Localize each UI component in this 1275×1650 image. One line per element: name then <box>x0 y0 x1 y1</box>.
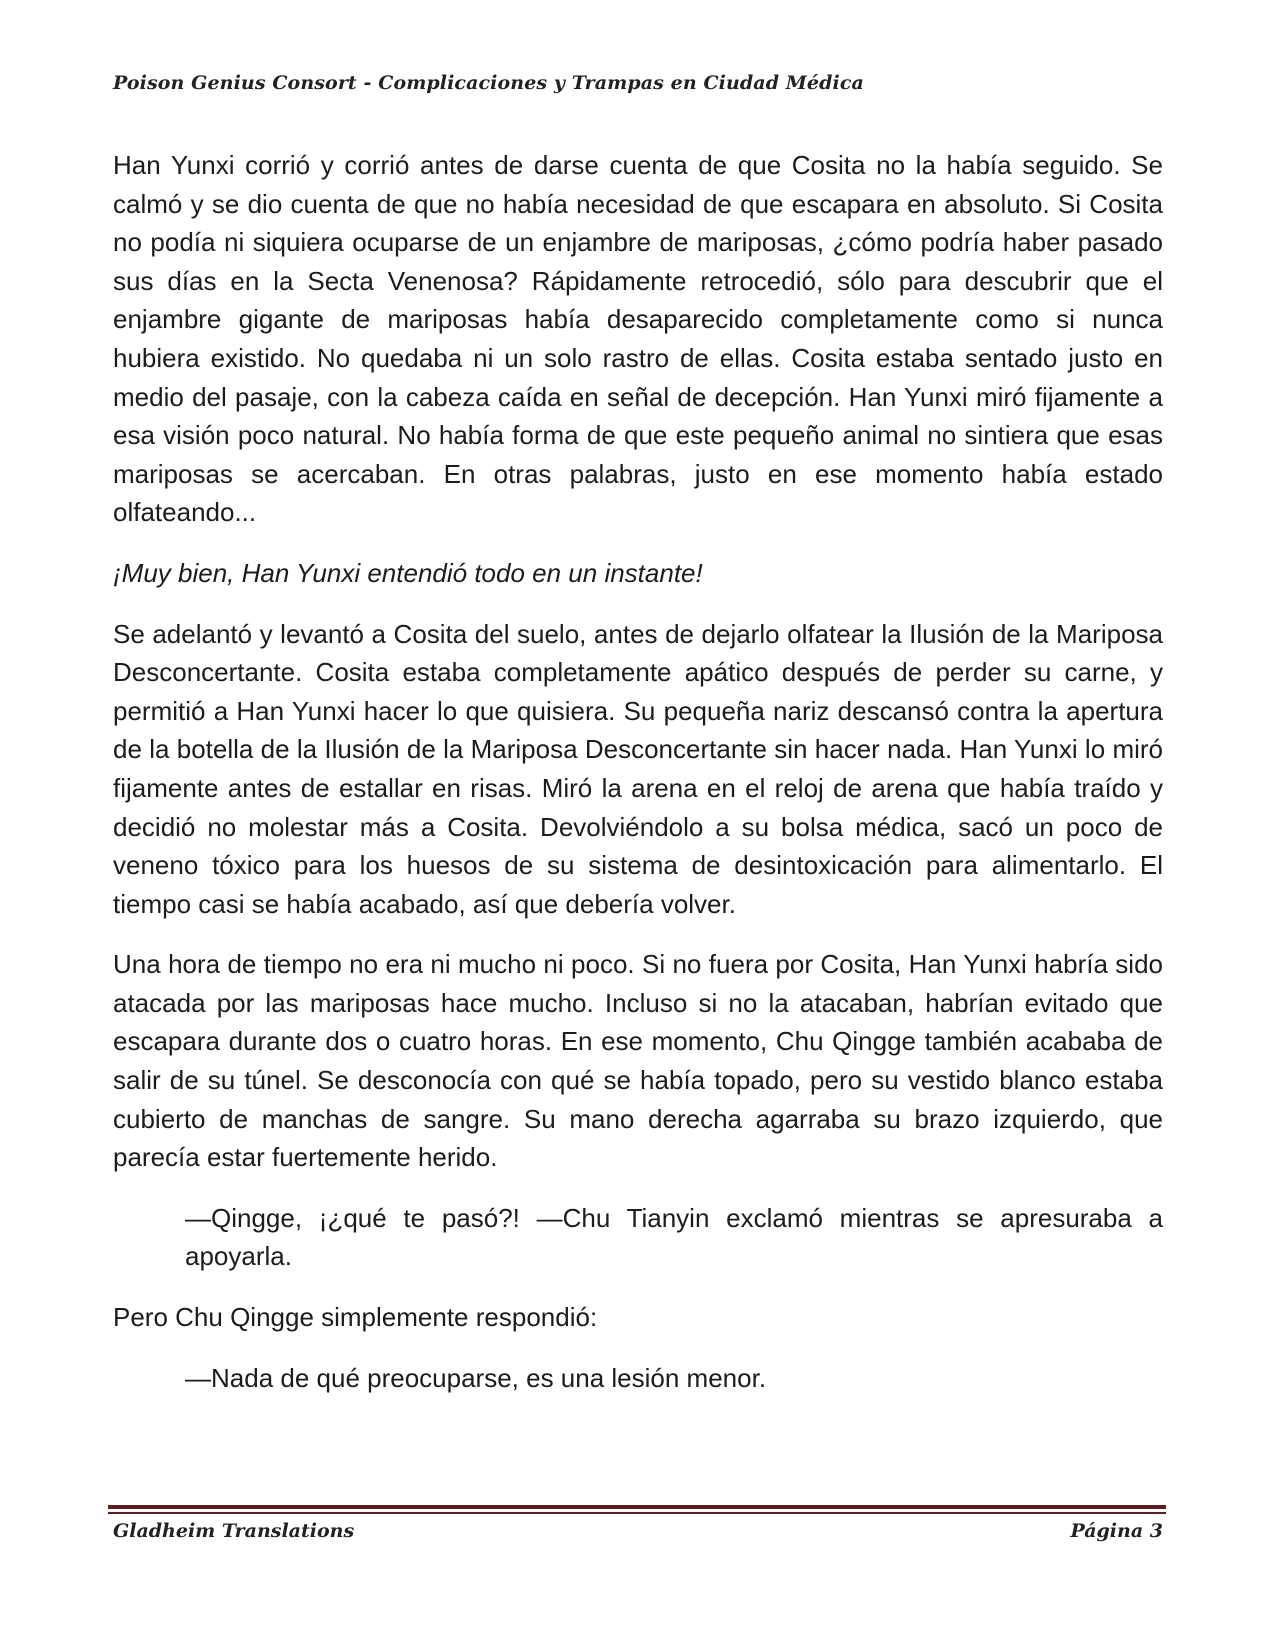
paragraph-2-italic: ¡Muy bien, Han Yunxi entendió todo en un instante! <box>113 557 703 588</box>
paragraph-1: Han Yunxi corrió y corrió antes de darse cuenta de que Cosita no la había seguido. Se calmó y se dio cuenta de que no había necesidad de que escapara en absoluto. Si Cosita no podía ni siquiera ocuparse de un enjambre de mariposas, ¿cómo podría haber pasado sus días en la Secta Venenosa? Rápidamente retrocedió, sólo para descubrir que el enjambre gigante de mariposas había desaparecido completamente como si nunca hubiera existido. No quedaba ni un solo rastro de ellas. Cosita estaba sentado justo en medio del pasaje, con la cabeza caída en señal de decepción. Han Yunxi miró fijamente a esa visión poco natural. No había forma de que este pequeño animal no sintiera que esas mariposas se acercaban. En otras palabras, justo en ese momento había estado olfateando... <box>113 150 1163 528</box>
document-body <box>113 146 1163 1419</box>
page-header-title: Poison Genius Consort - Complicaciones y Trampas en Ciudad Médica <box>113 72 864 94</box>
paragraph-4: Una hora de tiempo no era ni mucho ni poco. Si no fuera por Cosita, Han Yunxi habría sido atacada por las mariposas hace mucho. Incluso si no la atacaban, habrían evitado que escapara durante dos o cuatro horas. En ese momento, Chu Qingge también acababa de salir de su túnel. Se desconocía con qué se había topado, pero su vestido blanco estaba cubierto de manchas de sangre. Su mano derecha agarraba su brazo izquierdo, que parecía estar fuertemente herido. <box>113 949 1163 1173</box>
dialogue-line-2: —Nada de qué preocuparse, es una lesión menor. <box>185 1362 767 1393</box>
paragraph-6: Pero Chu Qingge simplemente respondió: <box>113 1302 598 1333</box>
footer-page-number: Página 3 <box>1070 1520 1163 1542</box>
footer-divider-thin <box>108 1512 1166 1514</box>
footer-divider-thick <box>108 1505 1166 1509</box>
paragraph-3: Se adelantó y levantó a Cosita del suelo, antes de dejarlo olfatear la Ilusión de la Mariposa Desconcertante. Cosita estaba completamente apático después de perder su carne, y permitió a Han Yunxi hacer lo que quisiera. Su pequeña nariz descansó contra la apertura de la botella de la Ilusión de la Mariposa Desconcertante sin hacer nada. Han Yunxi lo miró fijamente antes de estallar en risas. Miró la arena en el reloj de arena que había traído y decidió no molestar más a Cosita. Devolviéndolo a su bolsa médica, sacó un poco de veneno tóxico para los huesos de su sistema de desintoxicación para alimentarlo. El tiempo casi se había acabado, así que debería volver. <box>113 618 1163 919</box>
dialogue-line-1: —Qingge, ¡¿qué te pasó?! —Chu Tianyin exclamó mientras se apresuraba a apoyarla. <box>185 1202 1163 1272</box>
footer-publisher: Gladheim Translations <box>113 1520 355 1542</box>
